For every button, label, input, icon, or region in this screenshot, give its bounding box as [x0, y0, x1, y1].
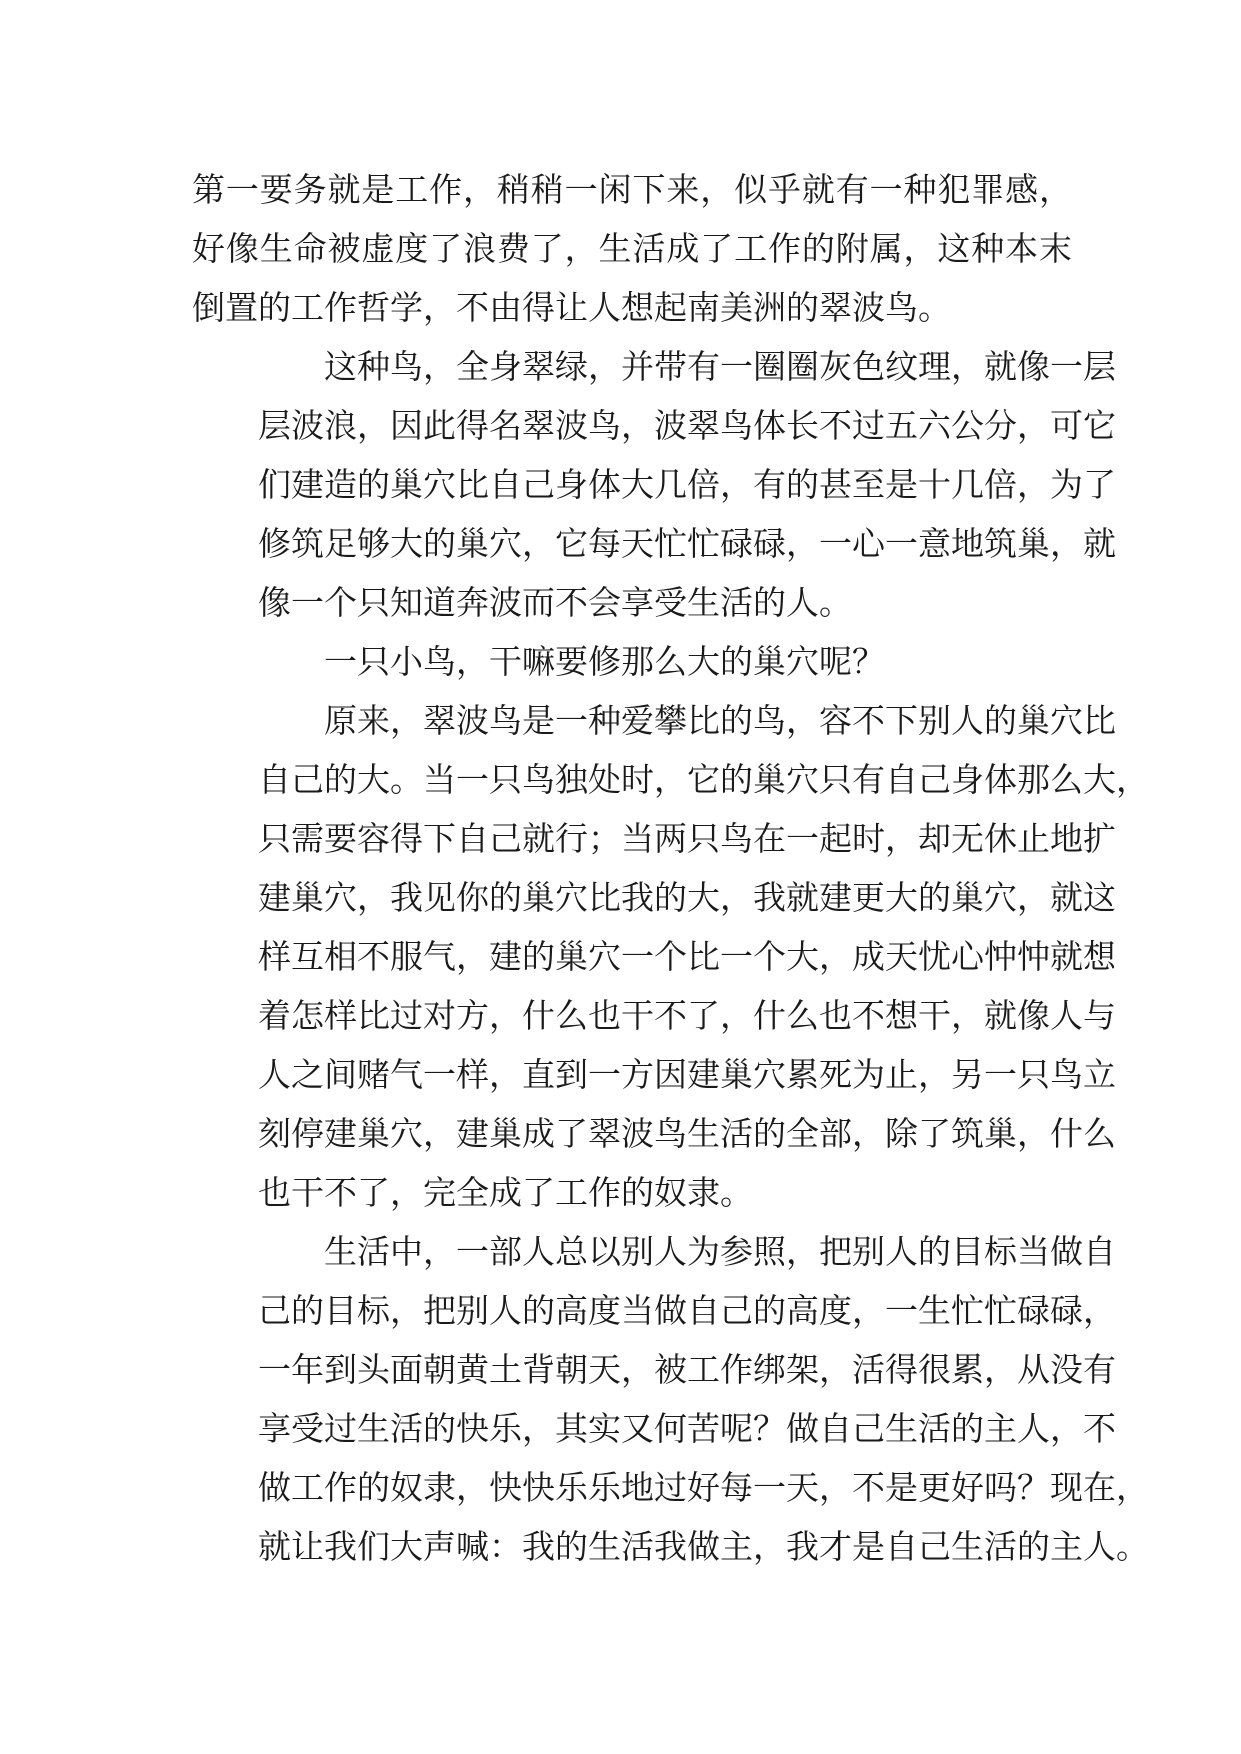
- text-line: 一只小鸟，干嘛要修那么大的巢穴呢？: [324, 642, 885, 681]
- paragraph-3: [192, 632, 1072, 691]
- text-line: 第一要务就是工作，稍稍一闲下来，似乎就有一种犯罪感，: [192, 170, 1072, 209]
- text-line: 倒置的工作哲学，不由得让人想起南美洲的翠波鸟。: [192, 288, 951, 327]
- text-line: 做工作的奴隶，快快乐乐地过好每一天，不是更好吗？现在，: [258, 1468, 1149, 1507]
- text-line: 也干不了，完全成了工作的奴隶。: [258, 1173, 753, 1212]
- text-line: 们建造的巢穴比自己身体大几倍，有的甚至是十几倍，为了: [258, 465, 1116, 504]
- text-line: 生活中，一部人总以别人为参照，把别人的目标当做自: [324, 1232, 1116, 1271]
- text-line: 着怎样比过对方，什么也干不了，什么也不想干，就像人与: [258, 996, 1116, 1035]
- text-line: 层波浪，因此得名翠波鸟，波翠鸟体长不过五六公分，可它: [258, 406, 1116, 445]
- text-line: 好像生命被虚度了浪费了，生活成了工作的附属，这种本末: [192, 229, 1072, 268]
- text-line: 原来，翠波鸟是一种爱攀比的鸟，容不下别人的巢穴比: [324, 701, 1116, 740]
- article-body: [192, 160, 1149, 1576]
- paragraph-4: [192, 691, 1149, 1222]
- paragraph-2: [192, 337, 1116, 632]
- text-line: 建巢穴，我见你的巢穴比我的大，我就建更大的巢穴，就这: [258, 878, 1116, 917]
- text-line: 像一个只知道奔波而不会享受生活的人。: [258, 583, 852, 622]
- paragraph-5: [192, 1222, 1149, 1576]
- text-line: 自己的大。当一只鸟独处时，它的巢穴只有自己身体那么大，: [258, 760, 1149, 799]
- text-line: 就让我们大声喊：我的生活我做主，我才是自己生活的主人。: [258, 1527, 1149, 1566]
- paragraph-1: [192, 160, 1072, 337]
- text-line: 只需要容得下自己就行；当两只鸟在一起时，却无休止地扩: [258, 819, 1116, 858]
- text-line: 己的目标，把别人的高度当做自己的高度，一生忙忙碌碌，: [258, 1291, 1116, 1330]
- text-line: 修筑足够大的巢穴，它每天忙忙碌碌，一心一意地筑巢，就: [258, 524, 1116, 563]
- text-line: 这种鸟，全身翠绿，并带有一圈圈灰色纹理，就像一层: [324, 347, 1116, 386]
- text-line: 享受过生活的快乐，其实又何苦呢？做自己生活的主人，不: [258, 1409, 1116, 1448]
- text-line: 一年到头面朝黄土背朝天，被工作绑架，活得很累，从没有: [258, 1350, 1116, 1389]
- text-line: 刻停建巢穴，建巢成了翠波鸟生活的全部，除了筑巢，什么: [258, 1114, 1116, 1153]
- text-line: 样互相不服气，建的巢穴一个比一个大，成天忧心忡忡就想: [258, 937, 1116, 976]
- text-line: 人之间赌气一样，直到一方因建巢穴累死为止，另一只鸟立: [258, 1055, 1116, 1094]
